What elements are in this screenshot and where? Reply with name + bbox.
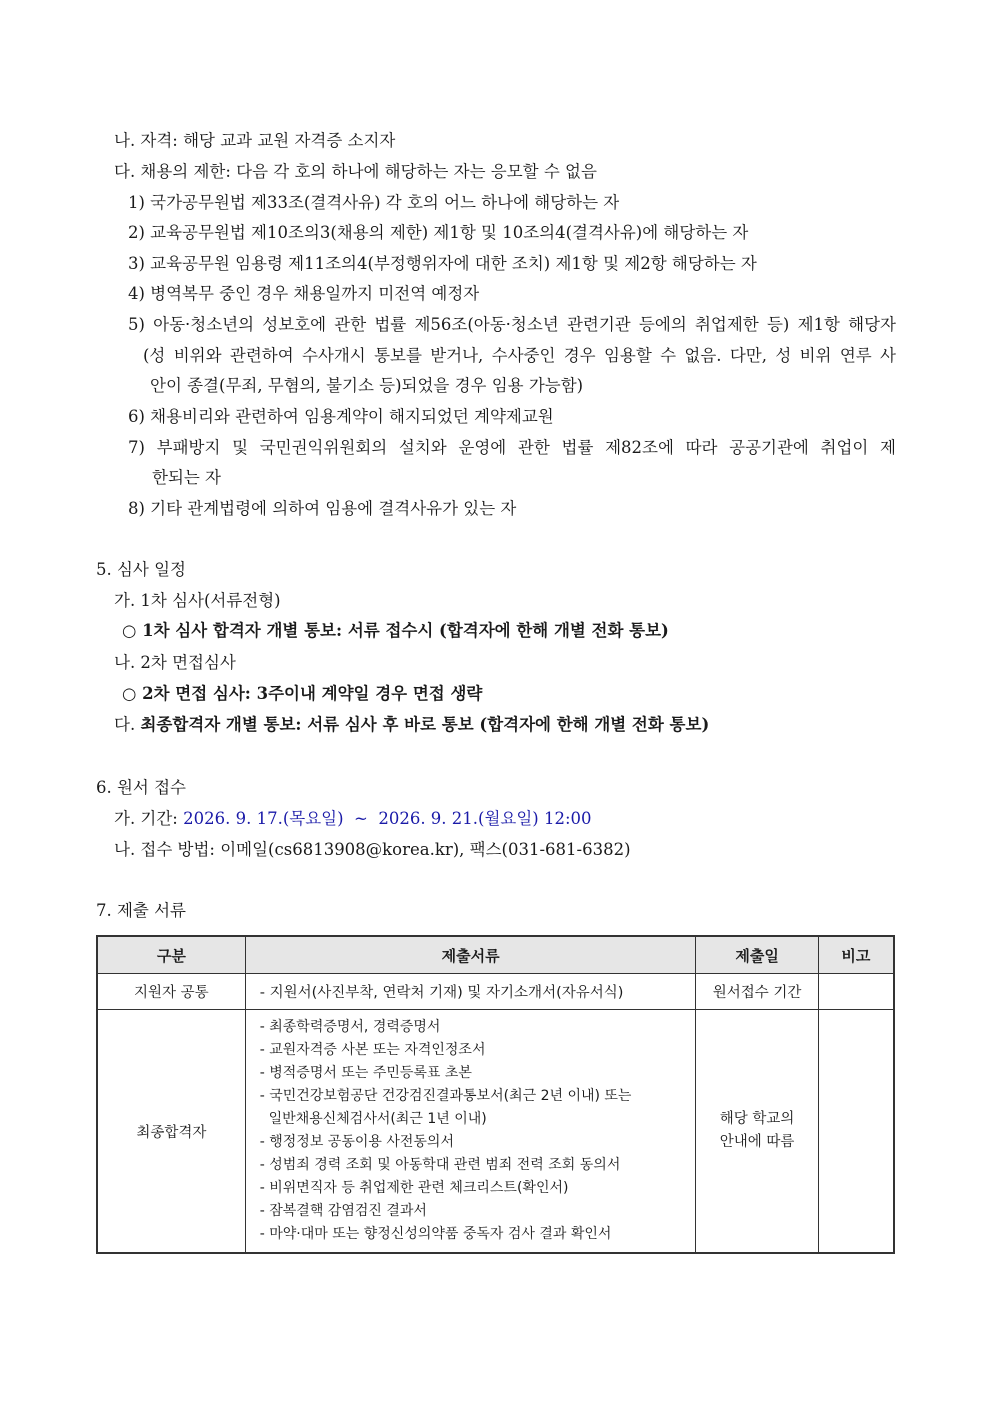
screening-stage-1-notice: ○ 1차 심사 합격자 개별 통보: 서류 접수시 (합격자에 한해 개별 전화 통보): [122, 621, 669, 640]
restriction-heading: 다. 채용의 제한: 다음 각 호의 하나에 해당하는 자는 응모할 수 없음: [114, 162, 597, 181]
row2-date: [696, 1010, 818, 1254]
header-category: 구분: [97, 936, 245, 974]
list-item: - 마약·대마 또는 향정신성의약품 중독자 검사 결과 확인서: [259, 1226, 612, 1242]
restriction-item-6: 6) 채용비리와 관련하여 임용계약이 해지되었던 계약제교원: [128, 407, 554, 426]
header-submit-date: 제출일: [696, 936, 818, 974]
list-item: - 성범죄 경력 조회 및 아동학대 관련 범죄 전력 조회 동의서: [259, 1157, 621, 1173]
list-item: - 잠복결핵 감염검진 결과서: [259, 1203, 427, 1219]
restriction-item-5-note-2: 안이 종결(무죄, 무혐의, 불기소 등)되었을 경우 임용 가능함): [150, 376, 584, 395]
table-header-row: [97, 936, 894, 974]
row1-documents: - 지원서(사진부착, 연락처 기재) 및 자기소개서(자유서식): [245, 974, 696, 1010]
restriction-item-5: 5) 아동·청소년의 성보호에 관한 법률 제56조(아동·청소년 관련기관 등에의 취업제한 등) 제1항 해당자: [128, 315, 896, 334]
table-row: [97, 1010, 894, 1254]
final-notice: [114, 714, 709, 736]
section-7-title: 7. 제출 서류: [96, 901, 186, 920]
row1-note: [818, 974, 894, 1010]
restriction-item-2: 2) 교육공무원법 제10조의3(채용의 제한) 제1항 및 10조의4(결격사유)에 해당하는 자: [128, 223, 749, 242]
list-item: - 병적증명서 또는 주민등록표 초본: [259, 1065, 472, 1081]
restriction-item-8: 8) 기타 관계법령에 의하여 임용에 결격사유가 있는 자: [128, 499, 517, 518]
documents-table: [96, 935, 895, 1254]
row2-documents: [245, 1010, 696, 1254]
restriction-item-3: 3) 교육공무원 임용령 제11조의4(부정행위자에 대한 조치) 제1항 및 제2항 해당하는 자: [128, 254, 757, 273]
list-item: - 교원자격증 사본 또는 자격인정조서: [259, 1042, 486, 1058]
list-item: - 비위면직자 등 취업제한 관련 체크리스트(확인서): [259, 1180, 569, 1196]
list-item: - 국민건강보험공단 건강검진결과통보서(최근 2년 이내) 또는: [259, 1088, 632, 1104]
row2-category: 최종합격자: [97, 1010, 245, 1254]
restriction-item-7-cont: 한되는 자: [152, 468, 222, 487]
list-item: - 최종학력증명서, 경력증명서: [259, 1019, 441, 1035]
header-documents: 제출서류: [245, 936, 696, 974]
final-notice-prefix: 다.: [114, 715, 141, 734]
restriction-item-7: 7) 부패방지 및 국민권익위원회의 설치와 운영에 관한 법률 제82조에 따라 공공기관에 취업이 제: [128, 438, 896, 457]
final-notice-text: 최종합격자 개별 통보: 서류 심사 후 바로 통보 (합격자에 한해 개별 전화 통보): [140, 715, 710, 734]
row2-date-line1: 해당 학교의: [719, 1111, 795, 1127]
screening-stage-2-notice: ○ 2차 면접 심사: 3주이내 계약일 경우 면접 생략: [122, 684, 483, 703]
row2-note: [818, 1010, 894, 1254]
qualification-line: 나. 자격: 해당 교과 교원 자격증 소지자: [114, 131, 396, 150]
section-6-title: 6. 원서 접수: [96, 778, 186, 797]
table-row: [97, 974, 894, 1010]
row1-category: 지원자 공통: [97, 974, 245, 1010]
application-period-label: 가. 기간:: [114, 809, 184, 828]
restriction-item-1: 1) 국가공무원법 제33조(결격사유) 각 호의 어느 하나에 해당하는 자: [128, 193, 620, 212]
application-period-dates: 2026. 9. 17.(목요일) ~ 2026. 9. 21.(월요일) 12:00: [183, 809, 592, 828]
row2-date-line2: 안내에 따름: [719, 1134, 795, 1150]
application-method: 나. 접수 방법: 이메일(cs6813908@korea.kr), 팩스(031-681-6382): [114, 840, 631, 859]
section-5-title: 5. 심사 일정: [96, 560, 186, 579]
header-note: 비고: [818, 936, 894, 974]
list-item: - 행정정보 공동이용 사전동의서: [259, 1134, 454, 1150]
application-period: [114, 808, 592, 830]
row1-date: 원서접수 기간: [696, 974, 818, 1010]
restriction-item-5-note-1: (성 비위와 관련하여 수사개시 통보를 받거나, 수사중인 경우 임용할 수 없음. 다만, 성 비위 연루 사: [143, 346, 896, 365]
screening-stage-2: 나. 2차 면접심사: [114, 653, 236, 672]
restriction-item-4: 4) 병역복무 중인 경우 채용일까지 미전역 예정자: [128, 284, 480, 303]
list-item: 일반채용신체검사서(최근 1년 이내): [259, 1111, 487, 1127]
screening-stage-1: 가. 1차 심사(서류전형): [114, 591, 281, 610]
